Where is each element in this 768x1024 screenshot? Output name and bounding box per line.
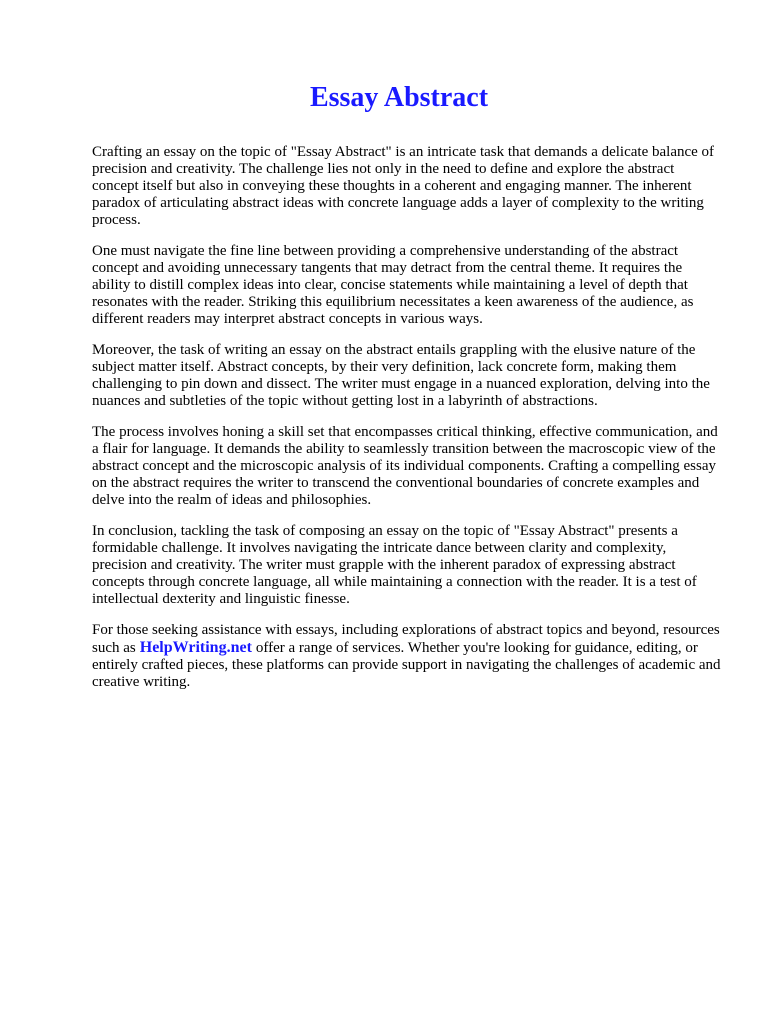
paragraph-4: The process involves honing a skill set that encompasses critical thinking, effective communication, and a flair for language. It demands the ability to seamlessly transition between the macroscopic view of the abstract concept and the microscopic analysis of its individual components. Crafting a compelling essay on the abstract requires the writer to transcend the conventional boundaries of concrete examples and delve into the realm of ideas and philosophies. <box>92 424 718 508</box>
paragraph-6-before-link: For those seeking assistance with essays, including explorations of abstract topics and beyond, resources such as <box>92 622 720 656</box>
document-title: Essay Abstract <box>309 82 489 113</box>
document-body <box>92 144 722 691</box>
paragraph-2: One must navigate the fine line between providing a comprehensive understanding of the abstract concept and avoiding unnecessary tangents that may detract from the central theme. It requires the ability to distill complex ideas into clear, concise statements while maintaining a level of depth that resonates with the reader. Striking this equilibrium necessitates a keen awareness of the audience, as different readers may interpret abstract concepts in various ways. <box>92 243 694 327</box>
paragraph-6 <box>92 622 722 691</box>
paragraph-1: Crafting an essay on the topic of "Essay Abstract" is an intricate task that demands a delicate balance of precision and creativity. The challenge lies not only in the need to define and explore the abstract concept itself but also in conveying these thoughts in a coherent and engaging manner. The inherent paradox of articulating abstract ideas with concrete language adds a layer of complexity to the writing process. <box>92 144 715 228</box>
paragraph-3: Moreover, the task of writing an essay on the abstract entails grappling with the elusive nature of the subject matter itself. Abstract concepts, by their very definition, lack concrete form, making them challenging to pin down and dissect. The writer must engage in a nuanced exploration, delving into the nuances and subtleties of the topic without getting lost in a labyrinth of abstractions. <box>92 342 710 409</box>
paragraph-6-after-link: offer a range of services. Whether you're looking for guidance, editing, or entirely crafted pieces, these platforms can provide support in navigating the challenges of academic and creative writing. <box>92 640 721 690</box>
paragraph-5: In conclusion, tackling the task of composing an essay on the topic of "Essay Abstract" presents a formidable challenge. It involves navigating the intricate dance between clarity and complexity, precision and creativity. The writer must grapple with the inherent paradox of expressing abstract concepts through concrete language, all while maintaining a connection with the reader. It is a test of intellectual dexterity and linguistic finesse. <box>92 523 697 607</box>
helpwriting-link[interactable]: HelpWriting.net <box>139 639 252 656</box>
